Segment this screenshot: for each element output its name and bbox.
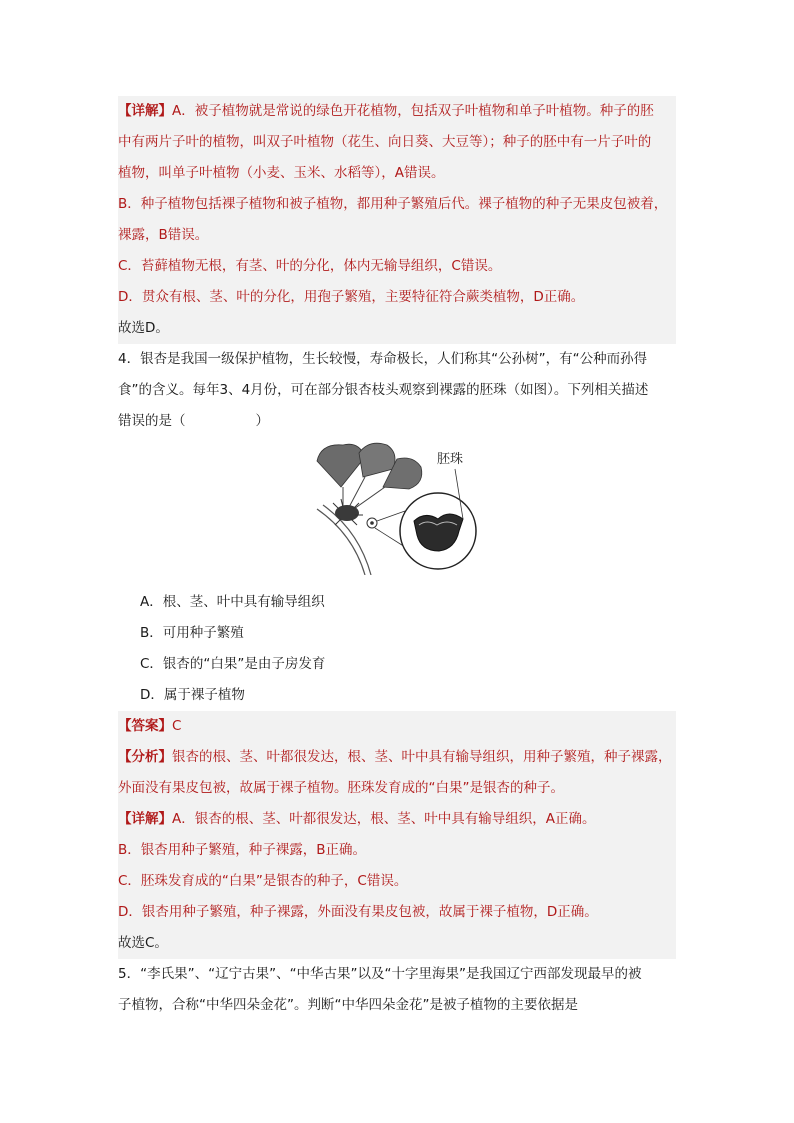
question-4 bbox=[118, 344, 676, 711]
ginkgo-leaf-1 bbox=[317, 444, 365, 487]
xiangjie-tag: 【详解】 bbox=[118, 103, 172, 119]
q3-explanation-block bbox=[118, 96, 676, 344]
q4-analysis-line-2: 外面没有果皮包被，故属于裸子植物。胚珠发育成的“白果”是银杏的种子。 bbox=[118, 780, 564, 796]
q4-answer: 【答案】C bbox=[118, 718, 182, 734]
q3-explanation-line-1: 【详解】A．被子植物就是常说的绿色开花植物，包括双子叶植物和单子叶植物。种子的胚 bbox=[118, 103, 654, 119]
ovule-label: 胚珠 bbox=[437, 452, 464, 467]
q4-stem-line-1: 4．银杏是我国一级保护植物，生长较慢，寿命极长，人们称其“公孙树”，有“公种而孙得 bbox=[118, 351, 648, 367]
xiangjie-tag: 【详解】 bbox=[118, 811, 172, 827]
q4-conclusion: 故选C。 bbox=[118, 935, 168, 951]
q4-stem-line-2: 食”的含义。每年3、4月份，可在部分银杏枝头观察到裸露的胚珠（如图）。下列相关描述 bbox=[118, 382, 649, 398]
answer-tag: 【答案】 bbox=[118, 718, 172, 734]
q4-option-b: B．可用种子繁殖 bbox=[140, 625, 244, 641]
q3-conclusion: 故选D。 bbox=[118, 320, 169, 336]
q4-option-a: A．根、茎、叶中具有输导组织 bbox=[140, 594, 325, 610]
q5-stem-line-2: 子植物，合称“中华四朵金花”。判断“中华四朵金花”是被子植物的主要依据是 bbox=[118, 997, 578, 1013]
analysis-tag: 【分析】 bbox=[118, 749, 172, 765]
q4-answer-block bbox=[118, 711, 676, 959]
q4-explanation-line-3: C．胚珠发育成的“白果”是银杏的种子，C错误。 bbox=[118, 873, 408, 889]
document-page bbox=[118, 96, 676, 1021]
q4-explanation-line-1: 【详解】A．银杏的根、茎、叶都很发达，根、茎、叶中具有输导组织，A正确。 bbox=[118, 811, 596, 827]
ginkgo-figure bbox=[118, 439, 676, 575]
q4-explanation-line-4: D．银杏用种子繁殖，种子裸露，外面没有果皮包被，故属于裸子植物，D正确。 bbox=[118, 904, 598, 920]
q3-explanation-line-7: D．贯众有根、茎、叶的分化，用孢子繁殖，主要特征符合蕨类植物，D正确。 bbox=[118, 289, 585, 305]
q3-explanation-line-4: B．种子植物包括裸子植物和被子植物，都用种子繁殖后代。裸子植物的种子无果皮包被着， bbox=[118, 196, 668, 212]
q4-stem-line-3: 错误的是（ ） bbox=[118, 413, 269, 429]
q4-option-c: C．银杏的“白果”是由子房发育 bbox=[140, 656, 326, 672]
q5-stem-line-1: 5．“李氏果”、“辽宁古果”、“中华古果”以及“十字里海果”是我国辽宁西部发现最早的被 bbox=[118, 966, 642, 982]
question-5 bbox=[118, 959, 676, 1021]
q4-option-d: D．属于裸子植物 bbox=[140, 687, 245, 703]
q4-analysis-line-1: 【分析】银杏的根、茎、叶都很发达，根、茎、叶中具有输导组织，用种子繁殖，种子裸露， bbox=[118, 749, 672, 765]
ginkgo-leaf-2 bbox=[359, 443, 395, 477]
q3-explanation-line-6: C．苔藓植物无根，有茎、叶的分化，体内无输导组织，C错误。 bbox=[118, 258, 502, 274]
ginkgo-ovule-illustration bbox=[313, 439, 483, 575]
q3-explanation-line-3: 植物，叫单子叶植物（小麦、玉米、水稻等），A错误。 bbox=[118, 165, 445, 181]
q3-explanation-line-5: 裸露，B错误。 bbox=[118, 227, 209, 243]
q4-explanation-line-2: B．银杏用种子繁殖，种子裸露，B正确。 bbox=[118, 842, 367, 858]
q3-explanation-line-2: 中有两片子叶的植物，叫双子叶植物（花生、向日葵、大豆等）；种子的胚中有一片子叶的 bbox=[118, 134, 652, 150]
